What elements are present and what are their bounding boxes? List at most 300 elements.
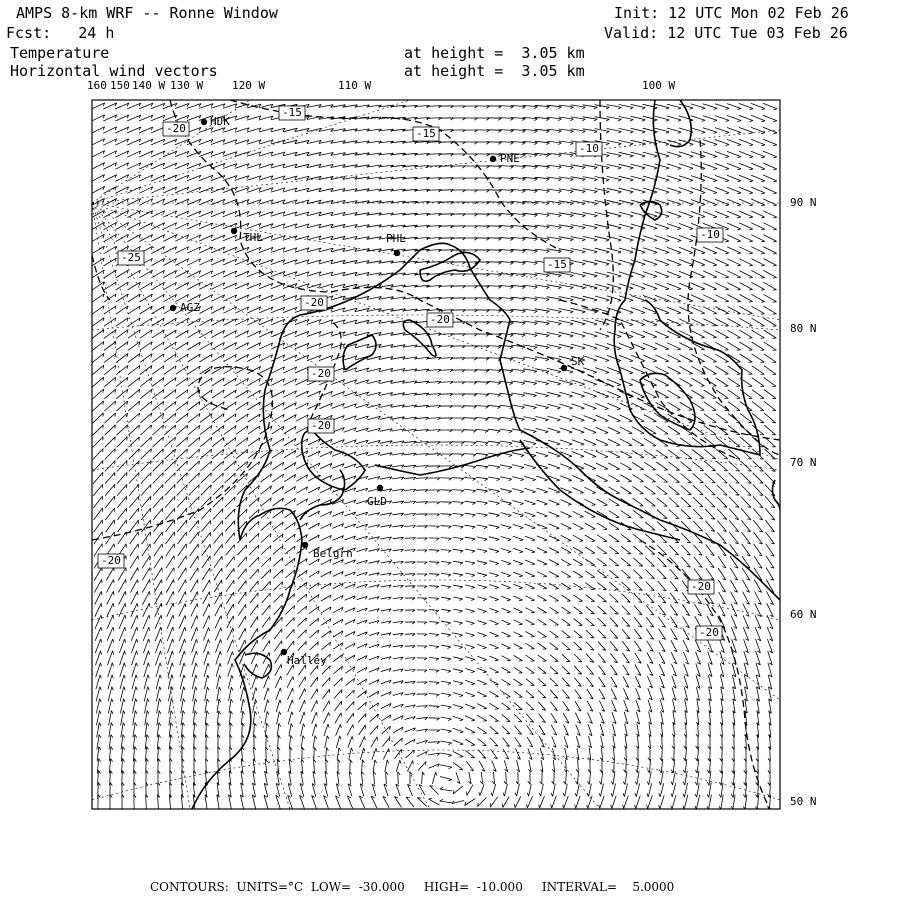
wind-vector — [128, 401, 139, 411]
wind-vector — [695, 640, 701, 652]
wind-vector — [284, 403, 297, 410]
wind-vector — [429, 694, 440, 697]
wind-vector — [176, 413, 188, 422]
wind-vector — [92, 246, 105, 254]
wind-vector — [610, 653, 617, 663]
wind-vector — [549, 560, 559, 566]
wind-vector — [477, 715, 487, 721]
wind-vector — [105, 472, 115, 483]
wind-vector — [525, 572, 535, 577]
wind-vector — [765, 520, 774, 532]
wind-vector — [561, 512, 572, 518]
wind-vector — [151, 103, 165, 109]
wind-vector — [571, 308, 586, 313]
lon-label: 100 W — [642, 79, 676, 92]
wind-vector — [528, 760, 531, 772]
wind-vector — [103, 103, 117, 109]
wind-vector — [739, 271, 752, 278]
wind-vector — [631, 212, 645, 217]
wind-vector — [600, 724, 604, 736]
wind-vector — [176, 390, 188, 399]
wind-vector — [704, 378, 717, 386]
wind-vector — [227, 628, 234, 640]
wind-vector — [368, 537, 379, 540]
wind-vector — [151, 163, 165, 169]
wind-vector — [416, 740, 427, 743]
wind-vector — [619, 212, 634, 217]
wind-vector — [127, 187, 140, 194]
wind-vector — [235, 271, 249, 277]
wind-vector — [526, 702, 534, 710]
wind-vector — [190, 556, 198, 568]
wind-vector — [607, 391, 620, 397]
wind-vector — [225, 497, 235, 507]
wind-vector — [753, 461, 764, 471]
wind-vector — [415, 393, 429, 396]
wind-vector — [108, 663, 114, 677]
wind-vector — [612, 724, 615, 736]
wind-vector — [392, 525, 403, 528]
wind-vector — [453, 537, 464, 540]
lat-label: 50 N — [790, 795, 817, 808]
wind-vector — [632, 403, 645, 410]
wind-vector — [574, 654, 582, 662]
wind-vector — [129, 473, 139, 484]
wind-vector — [466, 621, 475, 625]
wind-vector — [229, 687, 233, 701]
wind-vector — [178, 544, 187, 556]
wind-vector — [440, 478, 452, 480]
wind-vector — [288, 783, 292, 796]
wind-vector — [656, 474, 667, 482]
wind-vector — [369, 609, 380, 612]
wind-vector — [236, 414, 248, 422]
wind-vector — [727, 163, 741, 169]
wind-vector — [717, 473, 728, 483]
wind-vector — [500, 489, 511, 493]
wind-vector — [154, 532, 163, 544]
wind-vector — [163, 223, 176, 230]
wind-vector — [768, 771, 770, 786]
wind-vector — [599, 689, 605, 699]
wind-vector — [200, 354, 213, 362]
wind-vector — [562, 619, 571, 625]
wind-vector — [574, 619, 583, 626]
wind-vector — [175, 103, 189, 108]
wind-vector — [212, 437, 224, 446]
wind-vector — [612, 700, 617, 711]
wind-vector — [739, 139, 753, 145]
wind-vector — [362, 760, 365, 773]
wind-vector — [276, 795, 280, 809]
wind-vector — [574, 630, 583, 637]
wind-vector — [525, 512, 536, 517]
wind-vector — [643, 331, 657, 338]
wind-vector — [513, 536, 523, 541]
wind-vector — [765, 461, 776, 472]
wind-vector — [299, 677, 306, 688]
wind-vector — [587, 677, 594, 686]
wind-vector — [165, 520, 174, 532]
wind-vector — [646, 581, 655, 590]
wind-vector — [91, 151, 104, 158]
wind-vector — [144, 675, 149, 689]
contour-label: -25 — [121, 251, 141, 264]
wind-vector — [105, 425, 116, 435]
lon-label: 150 — [110, 79, 130, 92]
wind-vector — [369, 668, 379, 672]
wind-vector — [612, 748, 614, 761]
wind-vector — [475, 250, 490, 253]
wind-vector — [187, 235, 201, 241]
wind-vector — [463, 286, 478, 288]
wind-vector — [550, 607, 559, 613]
wind-vector — [715, 247, 729, 254]
wind-vector — [285, 546, 295, 554]
wind-vector — [475, 190, 490, 192]
wind-vector — [619, 248, 633, 253]
wind-vector — [693, 509, 703, 519]
wind-vector — [670, 581, 678, 591]
wind-vector — [369, 585, 380, 588]
wind-vector — [119, 627, 126, 641]
wind-vector — [502, 644, 511, 649]
wind-vector — [368, 428, 381, 431]
wind-vector — [763, 139, 777, 146]
wind-vector — [249, 545, 258, 555]
wind-vector — [152, 330, 165, 338]
wind-vector — [513, 584, 522, 589]
wind-vector — [741, 485, 751, 496]
wind-vector — [621, 510, 632, 517]
wind-vector — [192, 663, 197, 677]
wind-vector — [537, 548, 547, 553]
wind-vector — [211, 128, 225, 133]
wind-vector — [621, 570, 630, 578]
wind-vector — [515, 784, 519, 796]
wind-vector — [562, 643, 570, 650]
wind-vector — [199, 271, 212, 278]
wind-vector — [273, 522, 283, 530]
contour-label: -20 — [699, 626, 719, 639]
wind-vector — [765, 508, 775, 520]
wind-vector — [704, 449, 716, 458]
wind-vector — [708, 735, 710, 749]
wind-vector — [235, 307, 249, 313]
wind-vector — [751, 282, 764, 290]
wind-vector — [465, 537, 476, 540]
wind-vector — [692, 390, 705, 398]
wind-vector — [92, 294, 104, 302]
wind-vector — [490, 656, 499, 661]
wind-vector — [164, 413, 176, 423]
wind-vector — [380, 441, 393, 444]
wind-vector — [645, 486, 656, 494]
wind-vector — [716, 342, 729, 350]
wind-vector — [631, 116, 646, 121]
wind-vector — [216, 651, 222, 664]
wind-vector — [440, 430, 453, 432]
wind-vector — [609, 558, 619, 565]
wind-vector — [586, 606, 595, 613]
wind-vector — [429, 682, 439, 685]
wind-vector — [373, 760, 376, 772]
wind-vector — [477, 597, 486, 601]
wind-vector — [416, 717, 427, 720]
wind-vector — [620, 403, 633, 410]
wind-vector — [608, 415, 621, 422]
wind-vector — [235, 211, 249, 216]
wind-vector — [631, 140, 646, 145]
wind-vector — [369, 680, 379, 685]
wind-vector — [476, 477, 488, 480]
wind-vector — [512, 489, 523, 493]
wind-vector — [691, 295, 705, 302]
wind-vector — [369, 621, 379, 624]
wind-vector — [488, 429, 501, 432]
wind-vector — [393, 633, 403, 636]
wind-vector — [345, 560, 356, 564]
wind-vector — [609, 570, 618, 578]
wind-vector — [320, 511, 331, 516]
wind-vector — [452, 454, 464, 457]
wind-vector — [607, 129, 622, 134]
wind-vector — [720, 735, 722, 750]
wind-vector — [428, 454, 440, 456]
wind-vector — [739, 199, 753, 206]
wind-vector — [463, 238, 478, 240]
wind-vector — [118, 520, 127, 532]
wind-vector — [175, 139, 189, 145]
wind-vector — [644, 474, 655, 482]
wind-vector — [253, 771, 256, 785]
wind-vector — [410, 772, 412, 784]
wind-vector — [307, 332, 321, 337]
wind-vector — [583, 320, 597, 325]
wind-vector — [453, 561, 463, 564]
wind-vector — [708, 663, 712, 676]
wind-vector — [223, 235, 237, 241]
wind-vector — [310, 642, 319, 650]
wind-vector — [478, 644, 487, 648]
wind-vector — [537, 500, 548, 505]
wind-vector — [238, 557, 247, 567]
wind-vector — [301, 736, 304, 749]
wind-vector — [634, 570, 643, 579]
wind-vector — [139, 163, 153, 169]
wind-vector — [489, 549, 499, 553]
wind-vector — [139, 187, 153, 194]
wind-vector — [540, 772, 542, 784]
wind-vector — [764, 342, 777, 350]
wind-vector — [560, 440, 572, 445]
wind-vector — [693, 497, 703, 507]
wind-vector — [707, 604, 714, 616]
wind-vector — [739, 235, 753, 242]
wind-vector — [129, 508, 138, 520]
wind-vector — [272, 486, 283, 494]
wind-vector — [187, 199, 201, 205]
wind-vector — [475, 142, 490, 144]
wind-vector — [381, 703, 391, 708]
wind-vector — [289, 771, 292, 785]
wind-vector — [271, 236, 285, 241]
wind-vector — [739, 223, 753, 230]
wind-vector — [223, 283, 237, 289]
wind-vector — [477, 513, 488, 517]
wind-vector — [404, 453, 416, 456]
wind-vector — [238, 604, 246, 615]
wind-vector — [393, 549, 404, 552]
wind-vector — [247, 307, 261, 313]
wind-vector — [289, 724, 293, 737]
wind-vector — [189, 520, 198, 531]
wind-vector — [190, 544, 199, 556]
contour-label: -20 — [430, 313, 450, 326]
wind-vector — [549, 595, 558, 601]
wind-vector — [732, 747, 734, 762]
wind-vector — [767, 627, 773, 641]
wind-vector — [645, 558, 654, 567]
wind-vector — [95, 591, 102, 604]
wind-vector — [152, 354, 164, 363]
wind-vector — [187, 223, 201, 229]
wind-vector — [587, 689, 593, 699]
wind-vector — [130, 568, 138, 581]
wind-vector — [381, 692, 391, 696]
wind-vector — [191, 592, 198, 605]
wind-vector — [211, 295, 224, 302]
wind-vector — [417, 574, 427, 576]
wind-vector — [703, 247, 717, 254]
wind-vector — [636, 688, 641, 700]
wind-vector — [226, 592, 234, 604]
wind-vector — [167, 603, 174, 617]
wind-vector — [587, 701, 593, 711]
wind-vector — [275, 676, 281, 688]
wind-vector — [679, 283, 693, 290]
wind-vector — [324, 724, 329, 736]
wind-vector — [343, 380, 357, 385]
wind-vector — [224, 426, 236, 435]
wind-vector — [356, 488, 368, 492]
wind-vector — [488, 465, 500, 469]
wind-vector — [254, 747, 256, 761]
wind-vector — [623, 796, 629, 809]
wind-vector — [415, 405, 428, 408]
wind-vector — [720, 639, 725, 652]
wind-vector — [271, 295, 285, 300]
wind-vector — [405, 550, 416, 552]
wind-vector — [181, 687, 186, 702]
wind-vector — [252, 795, 256, 809]
wind-vector — [584, 451, 596, 457]
wind-vector — [357, 596, 368, 600]
wind-vector — [91, 175, 104, 182]
wind-vector — [118, 579, 126, 592]
wind-vector — [247, 212, 261, 217]
wind-vector — [367, 380, 381, 384]
contour-label: -20 — [166, 122, 186, 135]
wind-vector — [332, 440, 345, 445]
wind-vector — [176, 401, 188, 410]
wind-vector — [478, 738, 487, 745]
wind-vector — [598, 642, 606, 651]
wind-vector — [536, 476, 548, 481]
wind-vector — [477, 561, 487, 565]
wind-vector — [514, 620, 523, 625]
wind-vector — [560, 416, 573, 421]
wind-vector — [139, 139, 153, 145]
wind-vector — [92, 377, 103, 387]
wind-vector — [153, 449, 164, 459]
wind-vector — [115, 115, 129, 121]
wind-vector — [141, 473, 151, 484]
wind-vector — [512, 417, 525, 421]
wind-vector — [417, 658, 427, 660]
wind-vector — [236, 390, 249, 398]
wind-vector — [559, 332, 574, 337]
wind-vector — [211, 319, 224, 326]
wind-vector — [607, 164, 622, 169]
wind-vector — [583, 236, 598, 241]
wind-vector — [115, 187, 128, 194]
wind-vector — [599, 784, 604, 797]
wind-vector — [332, 512, 343, 517]
wind-vector — [671, 783, 676, 797]
wind-vector — [369, 656, 379, 660]
wind-vector — [550, 655, 558, 662]
wind-vector — [332, 476, 344, 481]
wind-vector — [432, 772, 437, 784]
wind-vector — [204, 651, 209, 665]
wind-vector — [611, 771, 615, 784]
wind-vector — [92, 222, 105, 230]
wind-vector — [404, 526, 415, 529]
contour-label: -15 — [547, 258, 567, 271]
wind-vector — [104, 342, 116, 351]
wind-vector — [358, 702, 367, 710]
wind-vector — [536, 452, 548, 457]
wind-vector — [452, 418, 465, 420]
wind-vector — [728, 390, 740, 399]
wind-vector — [502, 656, 511, 661]
wind-vector — [563, 784, 567, 797]
wind-vector — [288, 712, 293, 725]
wind-vector — [599, 772, 602, 785]
wind-vector — [406, 750, 415, 758]
wind-vector — [369, 644, 379, 648]
wind-vector — [116, 282, 129, 290]
wind-vector — [500, 417, 513, 421]
wind-vector — [348, 784, 352, 797]
wind-vector — [526, 714, 533, 723]
wind-vector — [585, 535, 595, 541]
wind-vector — [235, 164, 249, 169]
wind-vector — [564, 772, 567, 785]
wind-vector — [254, 723, 257, 737]
wind-vector — [465, 704, 475, 709]
wind-vector — [643, 188, 657, 193]
wind-vector — [250, 569, 259, 579]
wind-vector — [105, 413, 116, 423]
wind-vector — [321, 619, 331, 626]
wind-vector — [502, 797, 509, 808]
wind-vector — [382, 726, 391, 734]
wind-vector — [211, 259, 225, 265]
wind-vector — [393, 657, 403, 660]
wind-vector — [489, 597, 498, 601]
